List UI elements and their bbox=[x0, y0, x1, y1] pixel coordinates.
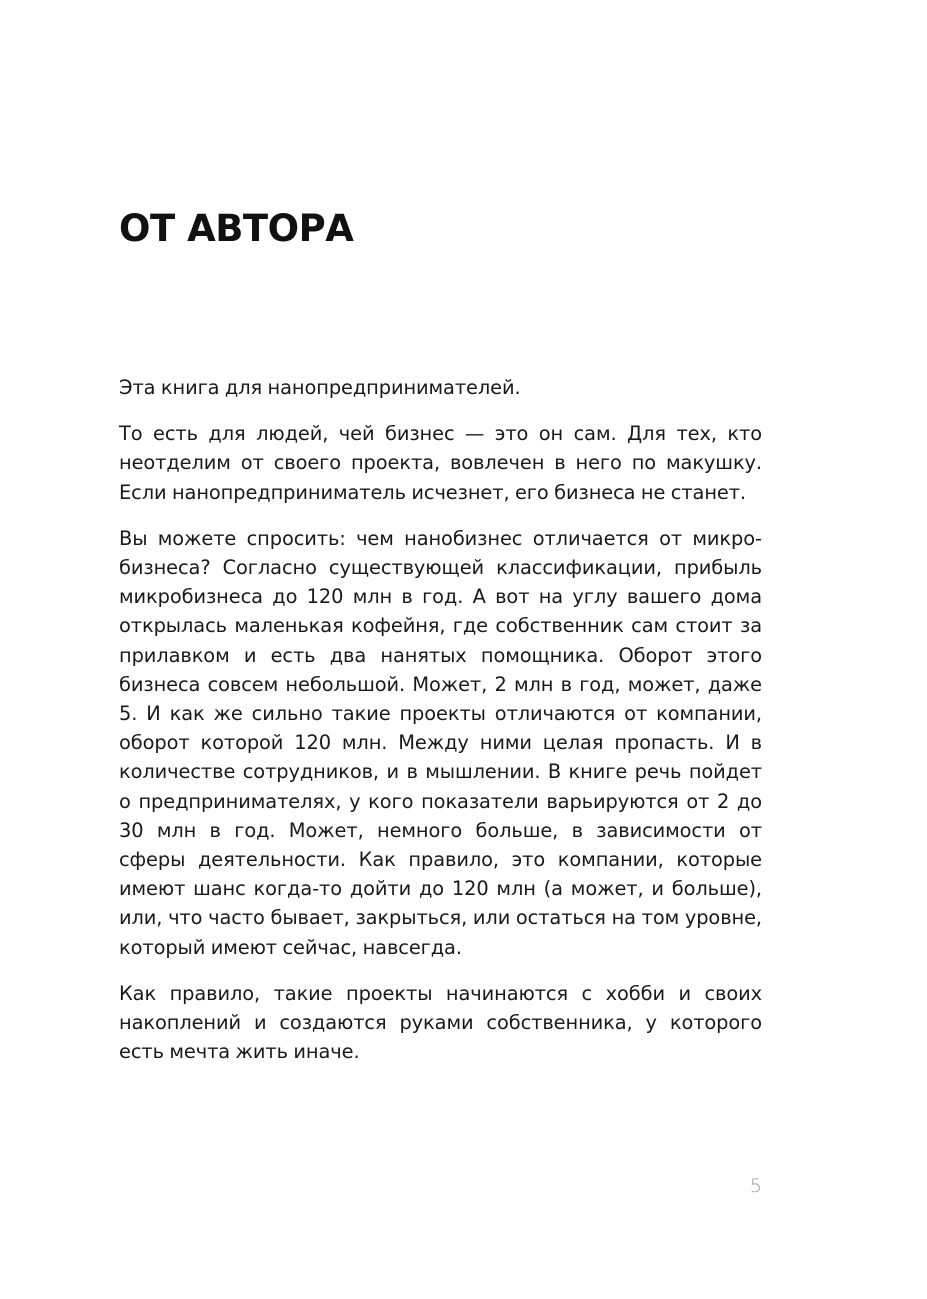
paragraph: Эта книга для нанопредпринимателей. bbox=[119, 376, 521, 399]
body-text bbox=[119, 373, 762, 1083]
page-number: 5 bbox=[749, 1175, 762, 1197]
paragraph: То есть для людей, чей бизнес — это он сам. Для тех, кто неотделим от своего проекта, вовлечен в него по макушку. Если нанопредприниматель исчезнет, его бизнеса не станет. bbox=[119, 422, 762, 504]
page-title: ОТ АВТОРА bbox=[119, 207, 354, 250]
paragraph: Вы можете спросить: чем нанобизнес отличается от микробизнеса? Согласно существующей классификации, прибыль микробизнеса до 120 млн в год. А вот на углу вашего дома открылась маленькая кофейня, где собственник сам стоит за прилавком и есть два нанятых помощника. Оборот этого бизнеса совсем небольшой. Может, 2 млн в год, может, даже 5. И как же сильно такие проекты отличаются от компании, оборот которой 120 млн. Между ними целая пропасть. И в количестве сотрудников, и в мышлении. В книге речь пойдет о предпринимателях, у кого показатели варьируются от 2 до 30 млн в год. Может, немного больше, в зависимости от сферы деятельности. Как правило, это компании, которые имеют шанс когда-то дойти до 120 млн (а может, и больше), или, что часто бывает, закрыться, или остаться на том уровне, который имеют сейчас, навсегда. bbox=[119, 526, 762, 959]
paragraph: Как правило, такие проекты начинаются с хобби и своих накоплений и создаются руками собственника, у которого есть мечта жить иначе. bbox=[119, 981, 762, 1064]
